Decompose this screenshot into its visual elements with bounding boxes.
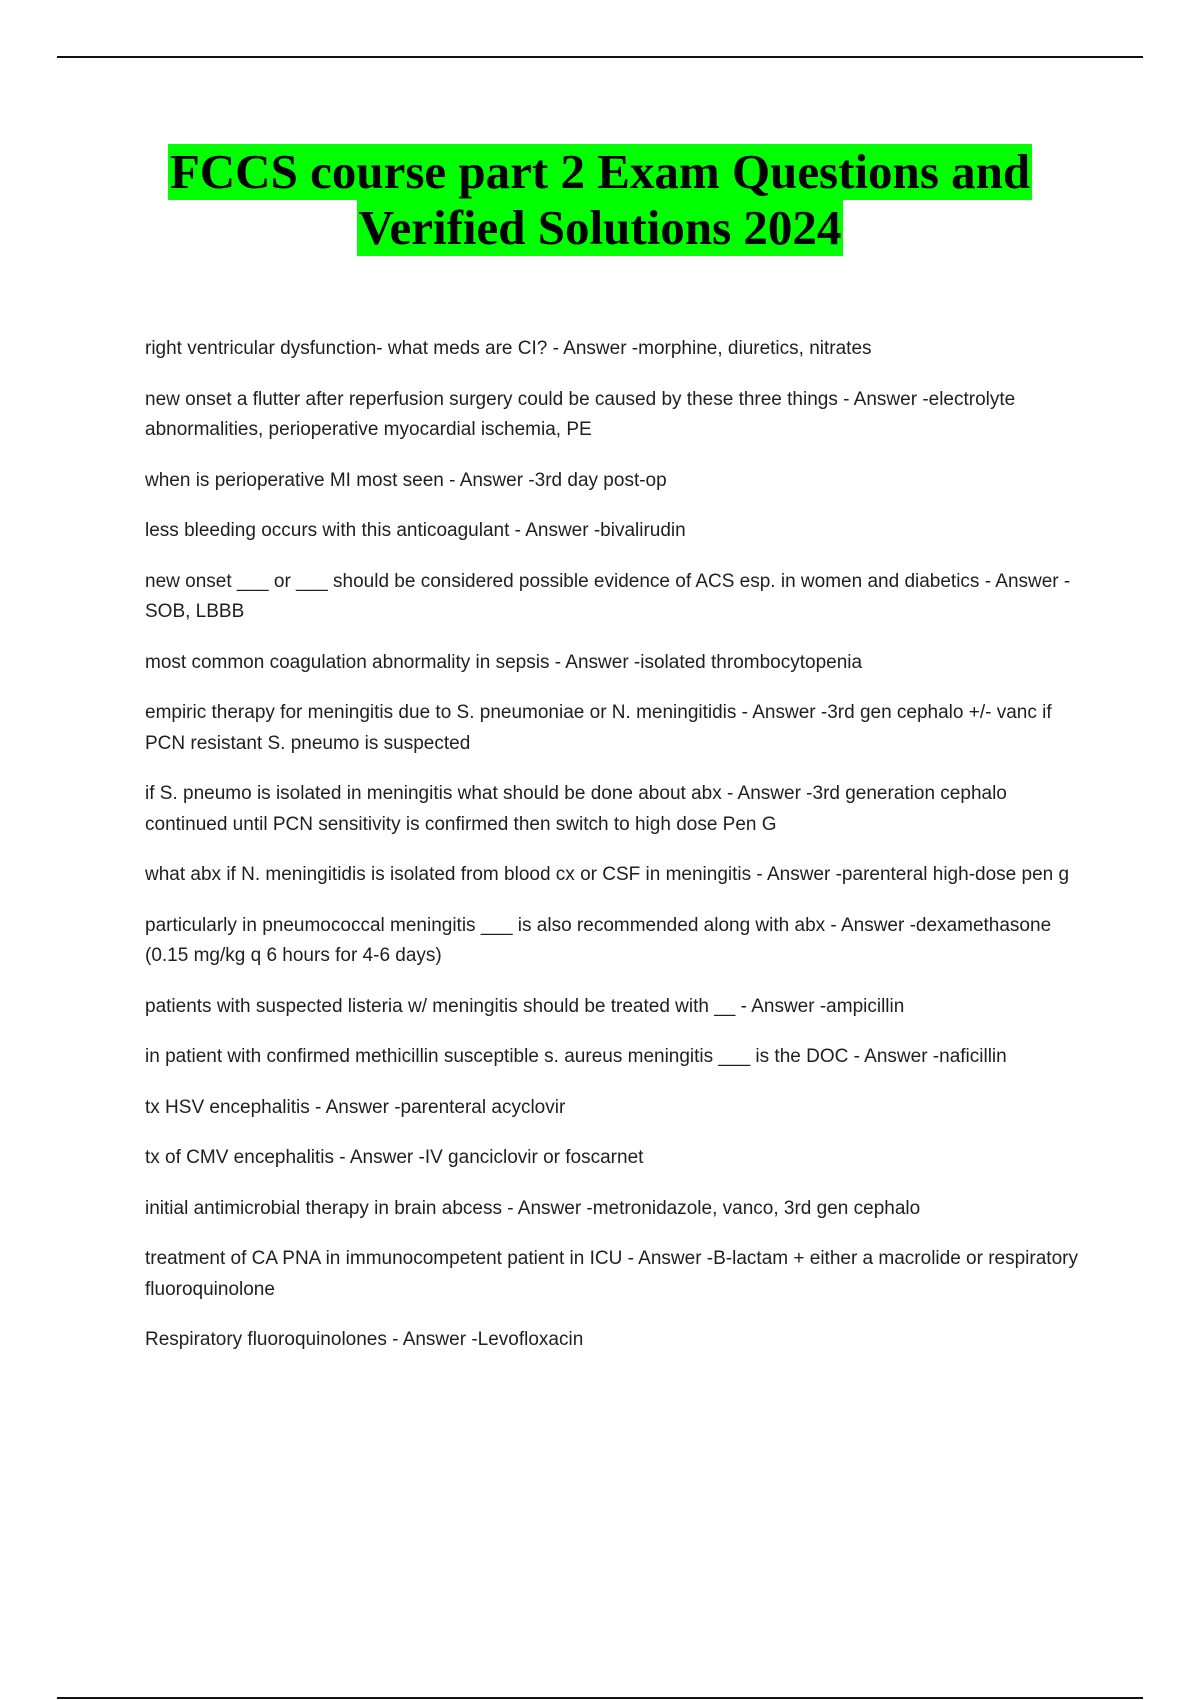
header-rule (57, 56, 1143, 58)
qa-item: particularly in pneumococcal meningitis ___ is also recommended along with abx - Answer -dexamethasone (0.15 mg/kg q 6 hours for 4-6 days) (145, 914, 1052, 966)
qa-item: in patient with confirmed methicillin susceptible s. aureus meningitis ___ is the DOC - Answer -naficillin (145, 1046, 1007, 1067)
qa-item: right ventricular dysfunction- what meds are CI? - Answer -morphine, diuretics, nitrates (145, 338, 872, 359)
qa-list (145, 334, 1090, 1376)
qa-item: if S. pneumo is isolated in meningitis what should be done about abx - Answer -3rd generation cephalo continued until PCN sensitivity is confirmed then switch to high dose Pen G (145, 783, 1007, 835)
qa-item: what abx if N. meningitidis is isolated from blood cx or CSF in meningitis - Answer -parenteral high-dose pen g (145, 864, 1070, 885)
title-line-2: Verified Solutions 2024 (358, 200, 842, 255)
qa-item: most common coagulation abnormality in sepsis - Answer -isolated thrombocytopenia (145, 651, 863, 673)
qa-item: Respiratory fluoroquinolones - Answer -Levofloxacin (145, 1329, 584, 1350)
qa-item: treatment of CA PNA in immunocompetent patient in ICU - Answer -B-lactam + either a macrolide or respiratory fluoroquinolone (145, 1248, 1078, 1300)
qa-item: when is perioperative MI most seen - Answer -3rd day post-op (145, 469, 667, 491)
qa-item: tx of CMV encephalitis - Answer -IV ganciclovir or foscarnet (145, 1147, 644, 1168)
qa-item: tx HSV encephalitis - Answer -parenteral acyclovir (145, 1096, 566, 1118)
qa-item: empiric therapy for meningitis due to S. pneumoniae or N. meningitidis - Answer -3rd gen cephalo +/- vanc if PCN resistant S. pneumo is suspected (145, 702, 1052, 754)
qa-item: new onset a flutter after reperfusion surgery could be caused by these three things - Answer -electrolyte abnormalities, perioperative myocardial ischemia, PE (145, 388, 1016, 440)
qa-item: patients with suspected listeria w/ meningitis should be treated with __ - Answer -ampicillin (145, 995, 905, 1017)
document-title (0, 144, 1200, 256)
qa-item: initial antimicrobial therapy in brain abcess - Answer -metronidazole, vanco, 3rd gen cephalo (145, 1197, 921, 1219)
footer-rule (57, 1697, 1143, 1699)
qa-item: new onset ___ or ___ should be considered possible evidence of ACS esp. in women and diabetics - Answer -SOB, LBBB (145, 570, 1071, 622)
title-line-1: FCCS course part 2 Exam Questions and (169, 144, 1031, 199)
qa-item: less bleeding occurs with this anticoagulant - Answer -bivalirudin (145, 520, 686, 541)
